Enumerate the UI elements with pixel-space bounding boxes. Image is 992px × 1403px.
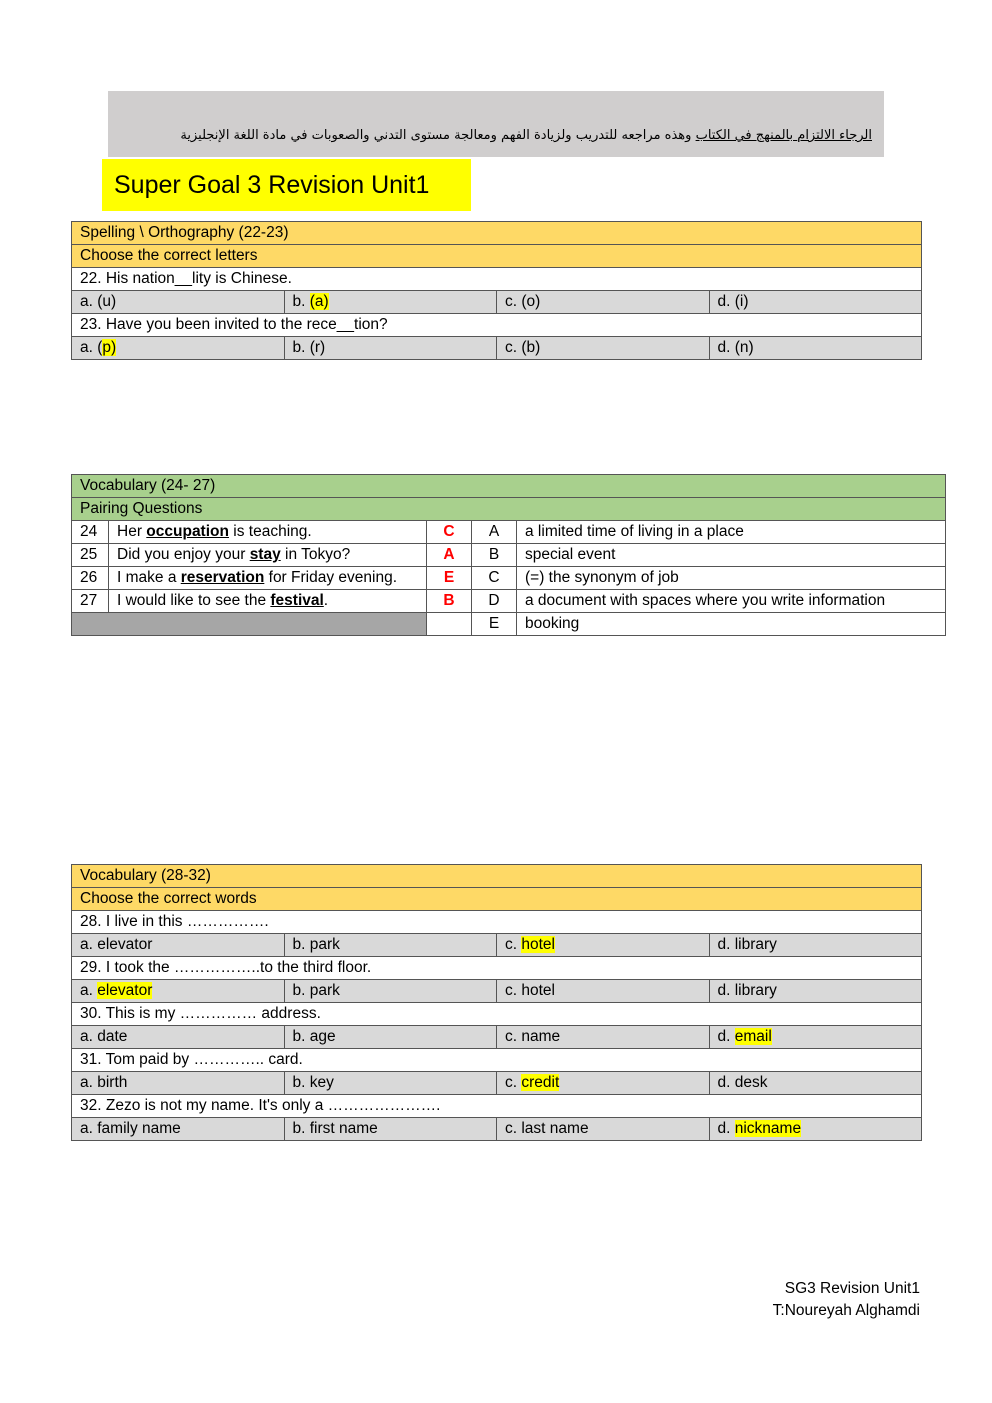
option-d-correct[interactable]: d. email: [709, 1026, 922, 1049]
option-a[interactable]: a. birth: [72, 1072, 285, 1095]
pair-letter: C: [472, 567, 517, 590]
pair-definition: a limited time of living in a place: [517, 521, 946, 544]
footer-title: SG3 Revision Unit1: [784, 1280, 920, 1297]
option-c[interactable]: c. name: [497, 1026, 710, 1049]
empty-answer-cell: [427, 613, 472, 636]
page-footer: [740, 1278, 920, 1322]
option-b[interactable]: b. park: [284, 980, 497, 1003]
pair-letter: A: [472, 521, 517, 544]
option-b-correct[interactable]: b. (a): [284, 291, 497, 314]
pair-definition: special event: [517, 544, 946, 567]
pairing-table: [71, 474, 946, 636]
option-b[interactable]: b. (r): [284, 337, 497, 360]
arabic-note-part3: وهذه مراجعه للتدريب ولزيادة الفهم ومعالجة مستوى التدني والصعوبات في مادة اللغة الإنجليزية: [180, 128, 696, 143]
worksheet-title-text: Super Goal 3 Revision Unit1: [114, 170, 430, 199]
option-d[interactable]: d. desk: [709, 1072, 922, 1095]
arabic-instruction-note: [108, 91, 884, 157]
vocabulary-table: [71, 864, 922, 1141]
option-a-correct[interactable]: a. (p): [72, 337, 285, 360]
table-row: [72, 544, 946, 567]
pairing-heading: Vocabulary (24- 27): [72, 475, 946, 498]
option-a[interactable]: a. date: [72, 1026, 285, 1049]
option-d[interactable]: d. (n): [709, 337, 922, 360]
option-d[interactable]: d. (i): [709, 291, 922, 314]
pair-number: 27: [72, 590, 109, 613]
pair-answer[interactable]: B: [427, 590, 472, 613]
question-stem: 23. Have you been invited to the rece__tion?: [72, 314, 922, 337]
arabic-note-part2: بالمنهج في الكتاب: [695, 128, 798, 143]
table-row: [72, 613, 946, 636]
option-d[interactable]: d. library: [709, 934, 922, 957]
question-stem: 28. I live in this …………….: [72, 911, 922, 934]
option-c[interactable]: c. (o): [497, 291, 710, 314]
option-d-correct[interactable]: d. nickname: [709, 1118, 922, 1141]
footer-author: T:Noureyah Alghamdi: [772, 1302, 920, 1319]
pair-sentence: Her occupation is teaching.: [109, 521, 427, 544]
option-b[interactable]: b. park: [284, 934, 497, 957]
pair-definition: a document with spaces where you write information: [517, 590, 946, 613]
table-row: [72, 567, 946, 590]
question-stem: 22. His nation__lity is Chinese.: [72, 268, 922, 291]
option-a[interactable]: a. elevator: [72, 934, 285, 957]
option-d[interactable]: d. library: [709, 980, 922, 1003]
spelling-table: [71, 221, 922, 360]
question-stem: 32. Zezo is not my name. It's only a ………………….: [72, 1095, 922, 1118]
option-c[interactable]: c. hotel: [497, 980, 710, 1003]
pair-answer[interactable]: C: [427, 521, 472, 544]
spelling-heading: Spelling \ Orthography (22-23): [72, 222, 922, 245]
empty-grey-cell: [72, 613, 427, 636]
worksheet-title: [102, 159, 471, 211]
option-c[interactable]: c. (b): [497, 337, 710, 360]
option-c[interactable]: c. last name: [497, 1118, 710, 1141]
pair-letter: E: [472, 613, 517, 636]
pair-sentence: I would like to see the festival.: [109, 590, 427, 613]
option-a[interactable]: a. (u): [72, 291, 285, 314]
pair-answer[interactable]: A: [427, 544, 472, 567]
question-stem: 30. This is my …………… address.: [72, 1003, 922, 1026]
arabic-note-text: [180, 128, 872, 143]
option-b[interactable]: b. key: [284, 1072, 497, 1095]
pair-sentence: Did you enjoy your stay in Tokyo?: [109, 544, 427, 567]
option-b[interactable]: b. first name: [284, 1118, 497, 1141]
pair-sentence: I make a reservation for Friday evening.: [109, 567, 427, 590]
question-stem: 29. I took the ……………..to the third floor.: [72, 957, 922, 980]
spelling-instruction: Choose the correct letters: [72, 245, 922, 268]
pair-number: 24: [72, 521, 109, 544]
option-c-correct[interactable]: c. credit: [497, 1072, 710, 1095]
option-a-correct[interactable]: a. elevator: [72, 980, 285, 1003]
vocabulary-instruction: Choose the correct words: [72, 888, 922, 911]
pair-number: 26: [72, 567, 109, 590]
table-row: [72, 521, 946, 544]
option-b[interactable]: b. age: [284, 1026, 497, 1049]
pair-letter: B: [472, 544, 517, 567]
arabic-note-part1: الرجاء الالتزام: [797, 128, 872, 143]
vocabulary-heading: Vocabulary (28-32): [72, 865, 922, 888]
pair-number: 25: [72, 544, 109, 567]
option-a[interactable]: a. family name: [72, 1118, 285, 1141]
pair-answer[interactable]: E: [427, 567, 472, 590]
table-row: [72, 590, 946, 613]
pairing-instruction: Pairing Questions: [72, 498, 946, 521]
pair-definition: (=) the synonym of job: [517, 567, 946, 590]
pair-letter: D: [472, 590, 517, 613]
pair-definition: booking: [517, 613, 946, 636]
question-stem: 31. Tom paid by ………….. card.: [72, 1049, 922, 1072]
option-c-correct[interactable]: c. hotel: [497, 934, 710, 957]
